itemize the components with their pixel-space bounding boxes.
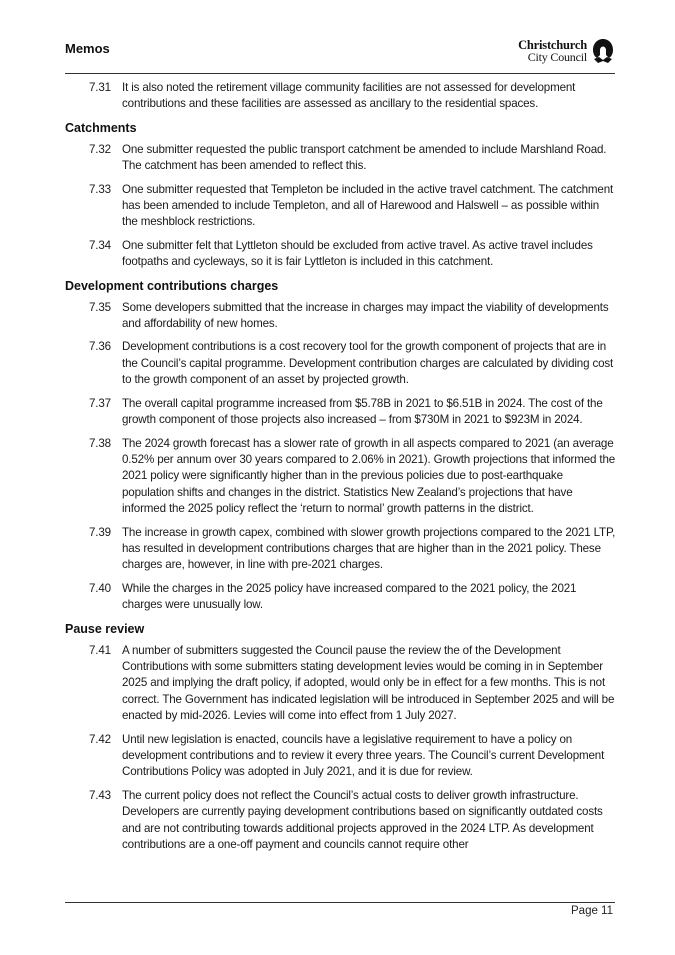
paragraph-7-40 bbox=[65, 581, 617, 614]
logo-line2: City Council bbox=[527, 50, 587, 64]
page-header bbox=[65, 38, 615, 72]
paragraph-number: 7.34 bbox=[89, 238, 111, 252]
footer-divider bbox=[65, 902, 615, 903]
paragraph-text: One submitter requested that Templeton be included in the active travel catchment. The catchment has been amended to include Templeton, and all of Harewood and Halswell – as possible within the meshblock restrictions. bbox=[122, 182, 614, 229]
paragraph-7-32 bbox=[65, 142, 617, 175]
paragraph-text: The overall capital programme increased from $5.78B in 2021 to $6.51B in 2024. The cost of the growth component of those projects also increased – from $730M in 2021 to $923M in 2024. bbox=[122, 396, 603, 427]
paragraph-text: Development contributions is a cost recovery tool for the growth component of projects that are in the Council’s capital programme. Development contribution charges are calculated by dividing cost to the growth component of an asset by projected growth. bbox=[122, 340, 614, 387]
paragraph-text: A number of submitters suggested the Council pause the review the of the Development Contributions with some submitters stating development levies would be coming in in September 2025 and implying the draft policy, if adopted, would only be in effect for a few months. This is not correct. The Government has indicated legislation will be introduced in September 2025 and will be enacted by mid-2026. Levies will come into effect from 1 July 2027. bbox=[122, 643, 615, 723]
memo-body bbox=[65, 80, 617, 860]
paragraph-number: 7.37 bbox=[89, 396, 111, 410]
paragraph-7-31 bbox=[65, 80, 617, 113]
paragraph-text: The 2024 growth forecast has a slower rate of growth in all aspects compared to 2021 (an average 0.52% per annum over 30 years compared to 2.06% in 2021). Growth projections that informed the 2021 policy were significantly higher than in the previous policies due to post-earthquake population shifts and changes in the district. Statistics New Zealand’s projections that have informed the 2025 policy reflect the ‘return to normal’ growth patterns in the district. bbox=[122, 436, 616, 516]
header-title: Memos bbox=[65, 41, 110, 56]
paragraph-text: Until new legislation is enacted, councils have a legislative requirement to have a policy on development contributions and to review it every three years. The Council’s current Development Contributions Policy was adopted in July 2021, and it is due for review. bbox=[122, 732, 605, 779]
heading-pause-review: Pause review bbox=[65, 621, 145, 636]
paragraph-number: 7.33 bbox=[89, 182, 111, 196]
paragraph-7-35 bbox=[65, 300, 617, 333]
page-number: Page 11 bbox=[571, 905, 613, 917]
paragraph-text: Some developers submitted that the increase in charges may impact the viability of developments and affordability of new homes. bbox=[122, 300, 609, 331]
paragraph-number: 7.42 bbox=[89, 732, 111, 746]
paragraph-7-36 bbox=[65, 339, 617, 388]
paragraph-number: 7.36 bbox=[89, 340, 111, 354]
paragraph-7-33 bbox=[65, 182, 617, 231]
paragraph-text: One submitter felt that Lyttleton should be excluded from active travel. As active travel includes footpaths and cycleways, so it is fair Lyttleton is included in this catchment. bbox=[122, 238, 593, 269]
paragraph-7-41 bbox=[65, 643, 617, 725]
paragraph-7-42 bbox=[65, 732, 617, 781]
paragraph-text: While the charges in the 2025 policy have increased compared to the 2021 policy, the 2021 charges were unusually low. bbox=[122, 581, 577, 612]
christchurch-cathedral-logo-icon bbox=[591, 38, 615, 64]
council-logo bbox=[518, 38, 615, 64]
logo-line1: Christchurch bbox=[518, 38, 587, 52]
paragraph-number: 7.41 bbox=[89, 643, 111, 657]
paragraph-number: 7.40 bbox=[89, 581, 111, 595]
paragraph-text: The increase in growth capex, combined with slower growth projections compared to the 2021 LTP, has resulted in development contributions charges that are higher than in the 2021 policy. These charges are, however, in line with pre-2021 charges. bbox=[122, 525, 616, 572]
paragraph-number: 7.31 bbox=[89, 81, 111, 94]
paragraph-text: It is also noted the retirement village community facilities are not assessed for development contributions and these facilities are assessed as ancillary to the residential spaces. bbox=[122, 81, 576, 111]
paragraph-number: 7.38 bbox=[89, 436, 111, 450]
header-divider bbox=[65, 73, 615, 74]
paragraph-7-38 bbox=[65, 436, 617, 518]
paragraph-7-34 bbox=[65, 238, 617, 271]
paragraph-text: One submitter requested the public transport catchment be amended to include Marshland Road. The catchment has been amended to reflect this. bbox=[122, 142, 607, 173]
logo-text bbox=[518, 39, 587, 63]
paragraph-number: 7.39 bbox=[89, 525, 111, 539]
paragraph-7-37 bbox=[65, 396, 617, 429]
paragraph-7-43 bbox=[65, 788, 617, 854]
paragraph-7-39 bbox=[65, 525, 617, 574]
paragraph-text: The current policy does not reflect the Council’s actual costs to deliver growth infrastructure. Developers are currently paying development contributions based on significantly outdated costs and are not contributing towards additional projects approved in the 2024 LTP. As development contributions are a one-off payment and councils cannot require other bbox=[122, 788, 603, 852]
heading-development-contributions-charges: Development contributions charges bbox=[65, 278, 279, 293]
paragraph-number: 7.32 bbox=[89, 142, 111, 156]
paragraph-number: 7.35 bbox=[89, 300, 111, 314]
heading-catchments: Catchments bbox=[65, 120, 137, 135]
paragraph-number: 7.43 bbox=[89, 788, 111, 802]
